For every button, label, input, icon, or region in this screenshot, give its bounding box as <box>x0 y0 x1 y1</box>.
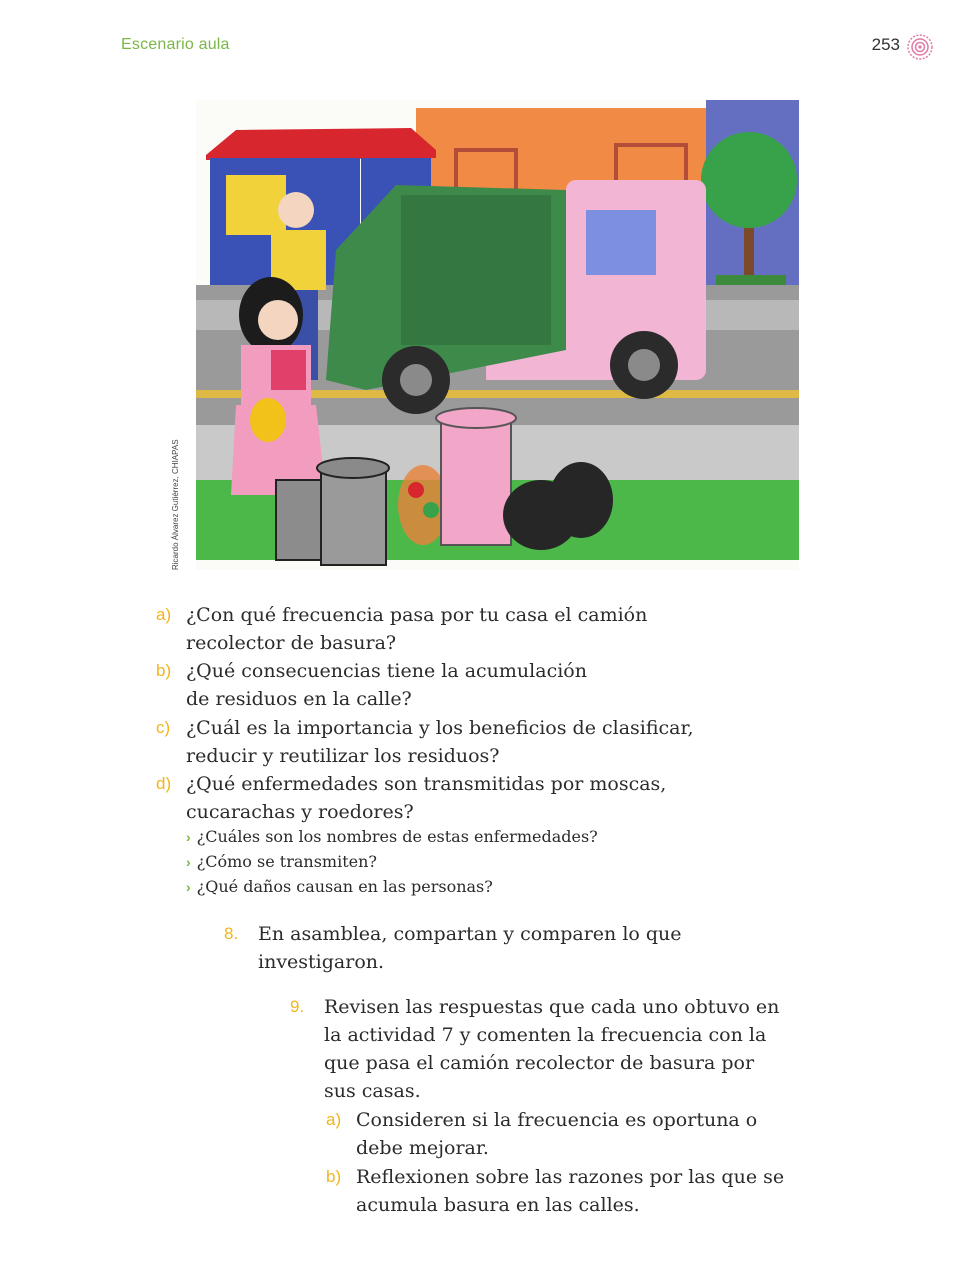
rosette-icon <box>906 33 934 61</box>
section-title: Escenario aula <box>121 36 230 53</box>
garbage-truck-illustration <box>196 100 799 570</box>
subquestion-2: › ¿Cómo se transmiten? <box>186 852 377 871</box>
illustration-credit: Ricardo Álvarez Gutiérrez, CHIAPAS <box>171 439 180 570</box>
page-number: 253 <box>871 35 900 54</box>
subquestion-3: › ¿Qué daños causan en las personas? <box>186 877 493 896</box>
subquestion-1: › ¿Cuáles son los nombres de estas enfermedades? <box>186 827 598 846</box>
